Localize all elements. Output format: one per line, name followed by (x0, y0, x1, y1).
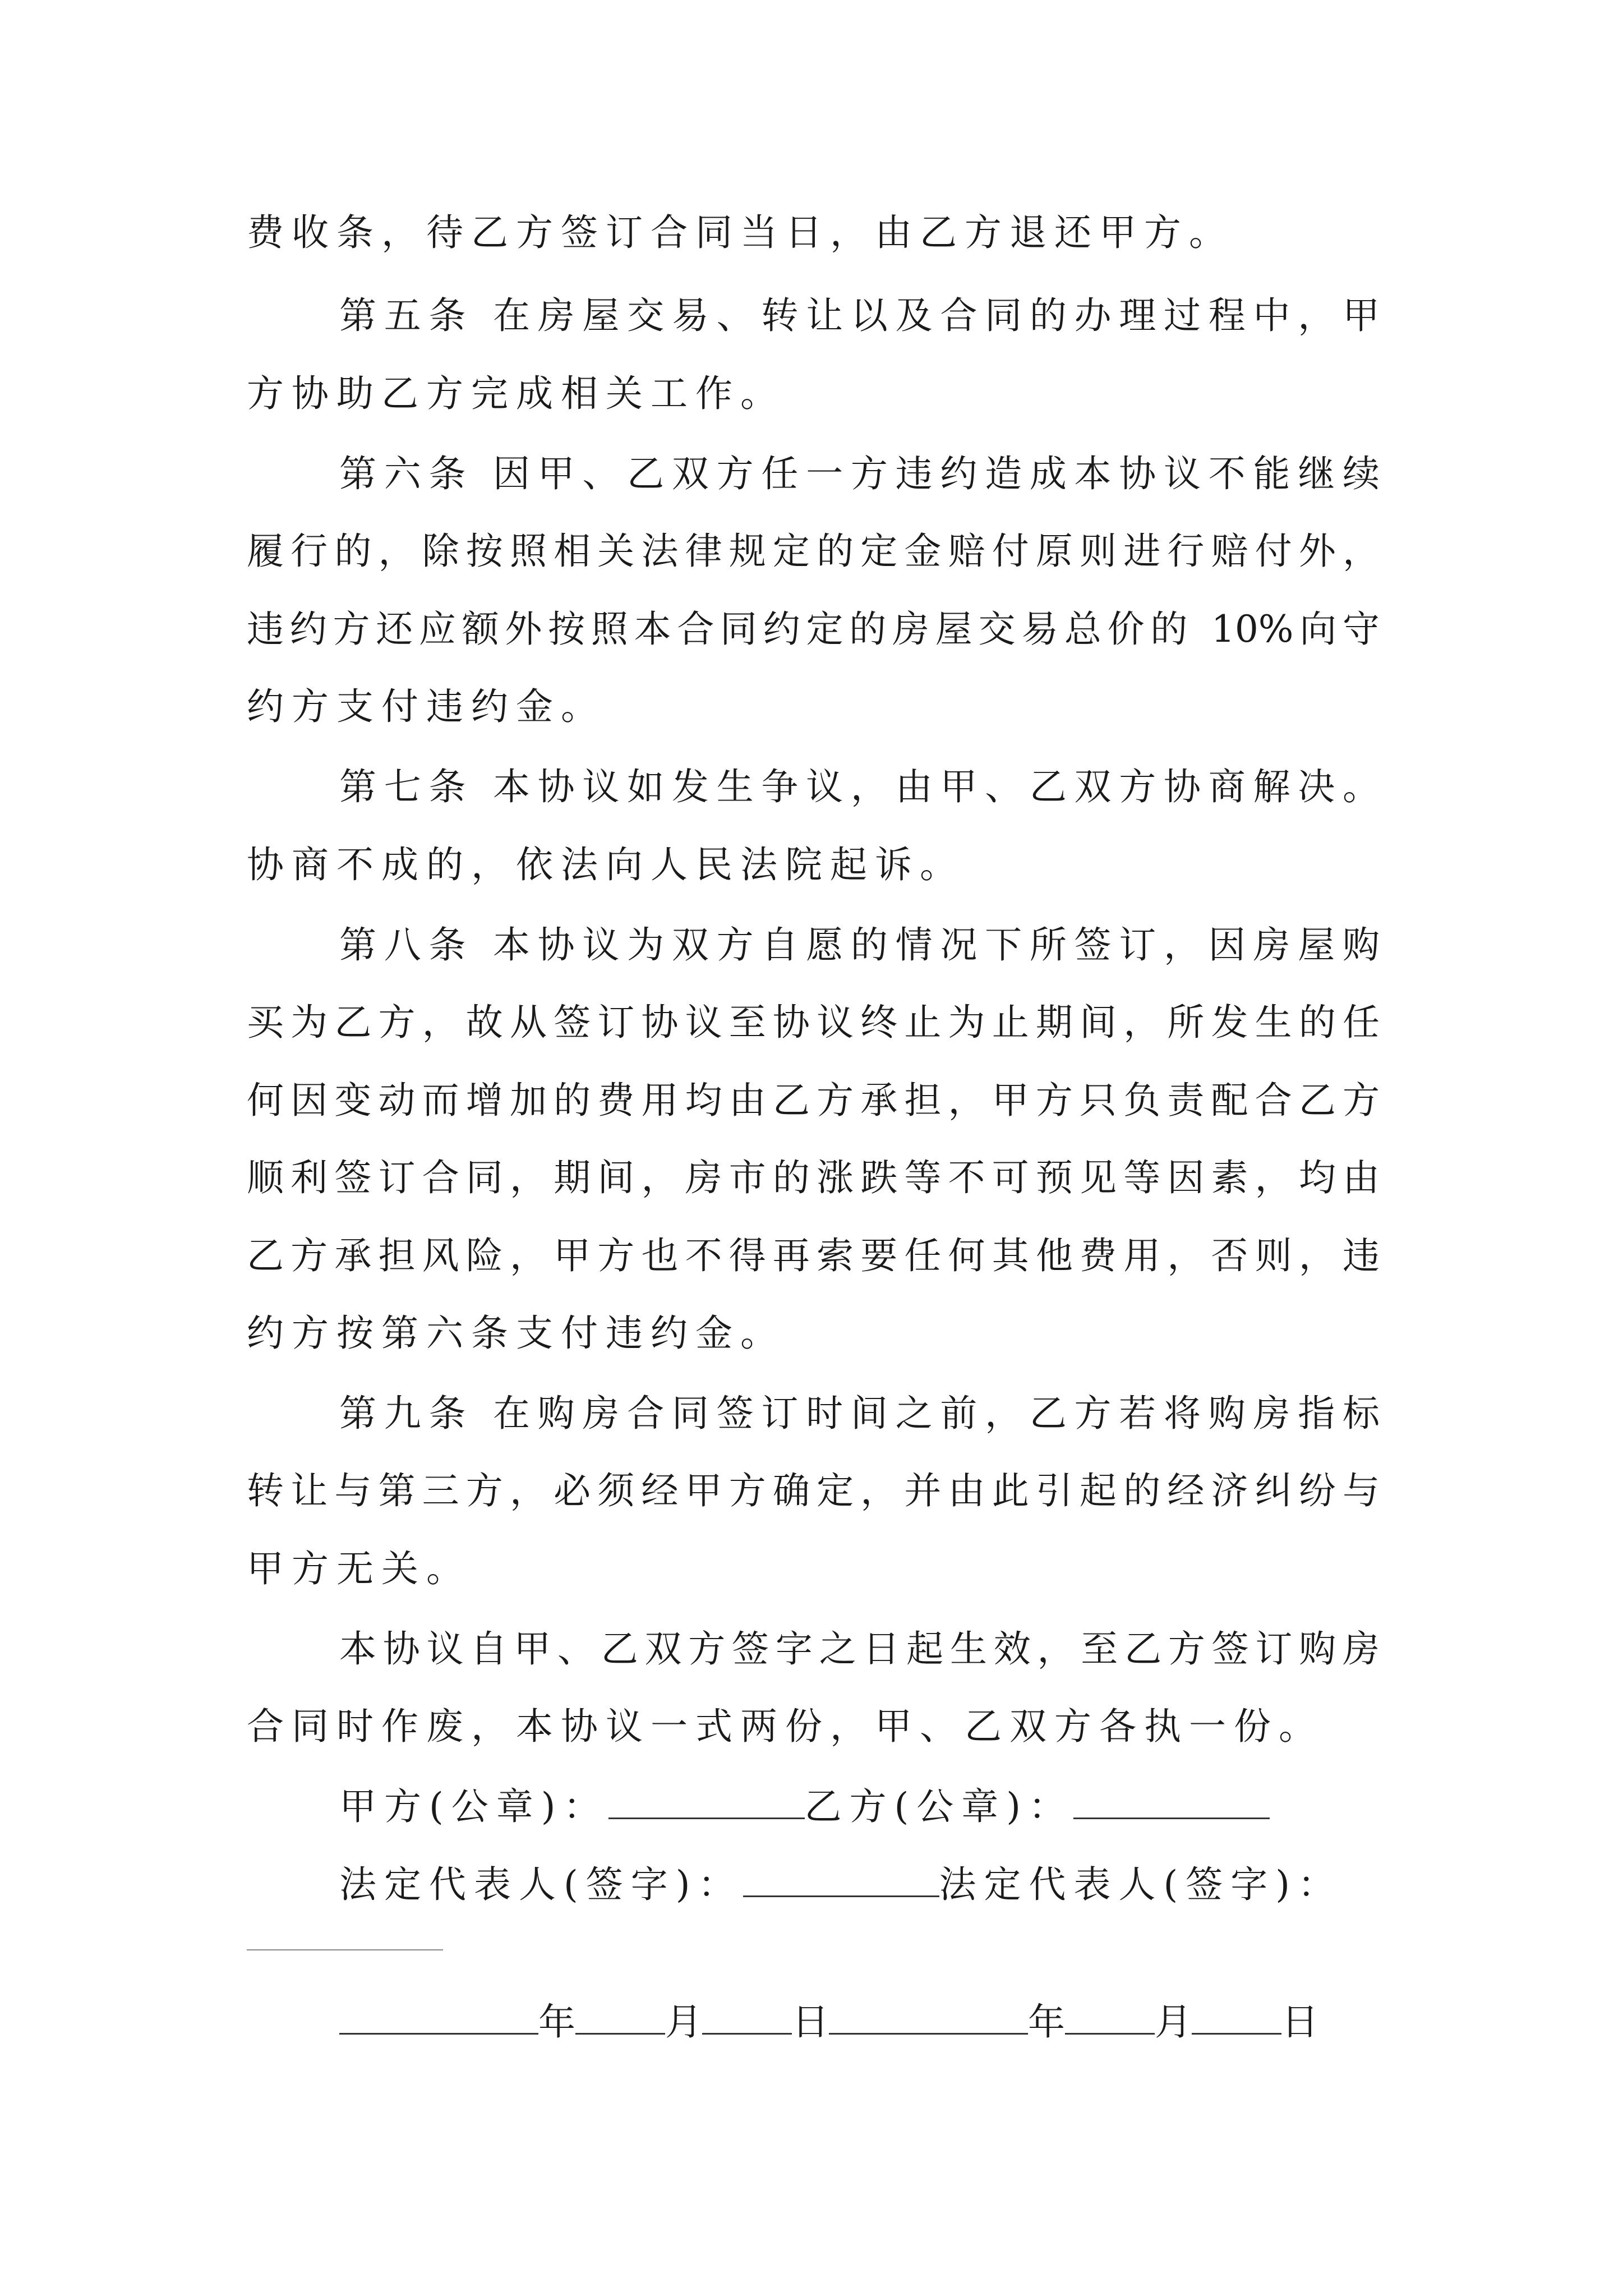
rep-a-blank[interactable] (743, 1862, 939, 1897)
year-b-blank[interactable] (829, 1999, 1028, 2035)
footnote-divider (247, 1949, 443, 1950)
day-b-blank[interactable] (1192, 1999, 1281, 2035)
month-b-blank[interactable] (1065, 1999, 1155, 2035)
year-a-label: 年 (538, 2000, 575, 2044)
party-b-seal-label: 乙方(公章)： (804, 1785, 1073, 1828)
year-b-label: 年 (1028, 2000, 1065, 2044)
day-a-blank[interactable] (702, 1999, 792, 2035)
text-line: 何因变动而增加的费用均由乙方承担，甲方只负责配合乙方 (247, 1079, 1380, 1122)
party-a-seal-label: 甲方(公章)： (339, 1785, 608, 1828)
rep-b-label: 法定代表人(签字)： (939, 1863, 1343, 1906)
text-line: 合同时作废，本协议一式两份，甲、乙双方各执一份。 (247, 1705, 1324, 1748)
month-a-blank[interactable] (575, 1999, 665, 2035)
text-line: 履行的，除按照相关法律规定的定金赔付原则进行赔付外， (247, 530, 1380, 573)
party-a-seal-blank[interactable] (608, 1784, 805, 1819)
text-line: 第六条 因甲、乙双方任一方违约造成本协议不能继续 (339, 452, 1380, 495)
month-b-label: 月 (1155, 2000, 1192, 2044)
text-line: 方协助乙方完成相关工作。 (247, 372, 785, 415)
text-line: 第八条 本协议为双方自愿的情况下所签订，因房屋购 (339, 923, 1380, 967)
text-line: 协商不成的，依法向人民法院起诉。 (247, 843, 965, 886)
text-line: 本协议自甲、乙双方签字之日起生效，至乙方签订购房 (339, 1627, 1380, 1671)
party-b-seal-blank[interactable] (1073, 1784, 1270, 1819)
year-a-blank[interactable] (339, 1999, 538, 2035)
month-a-label: 月 (665, 2000, 702, 2044)
representative-line (339, 1860, 1380, 1910)
seal-line (339, 1782, 1380, 1832)
text-line: 转让与第三方，必须经甲方确定，并由此引起的经济纠纷与 (247, 1469, 1380, 1512)
text-line: 第九条 在购房合同签订时间之前，乙方若将购房指标 (339, 1392, 1380, 1435)
day-a-label: 日 (792, 2000, 829, 2044)
text-line: 第七条 本协议如发生争议，由甲、乙双方协商解决。 (339, 765, 1380, 808)
rep-a-label: 法定代表人(签字)： (339, 1863, 743, 1906)
text-line: 约方支付违约金。 (247, 685, 606, 728)
date-line (339, 1997, 1380, 2047)
text-line: 乙方承担风险，甲方也不得再索要任何其他费用，否则，违 (247, 1234, 1380, 1277)
text-line: 第五条 在房屋交易、转让以及合同的办理过程中，甲 (339, 294, 1380, 337)
text-line: 甲方无关。 (247, 1547, 471, 1590)
text-line: 顺利签订合同，期间，房市的涨跌等不可预见等因素，均由 (247, 1156, 1380, 1199)
text-line: 违约方还应额外按照本合同约定的房屋交易总价的 10%向守 (247, 608, 1380, 651)
text-line: 费收条，待乙方签订合同当日，由乙方退还甲方。 (247, 211, 1234, 254)
text-line: 约方按第六条支付违约金。 (247, 1312, 785, 1355)
day-b-label: 日 (1281, 2000, 1318, 2044)
text-line: 买为乙方，故从签订协议至协议终止为止期间，所发生的任 (247, 1001, 1380, 1044)
